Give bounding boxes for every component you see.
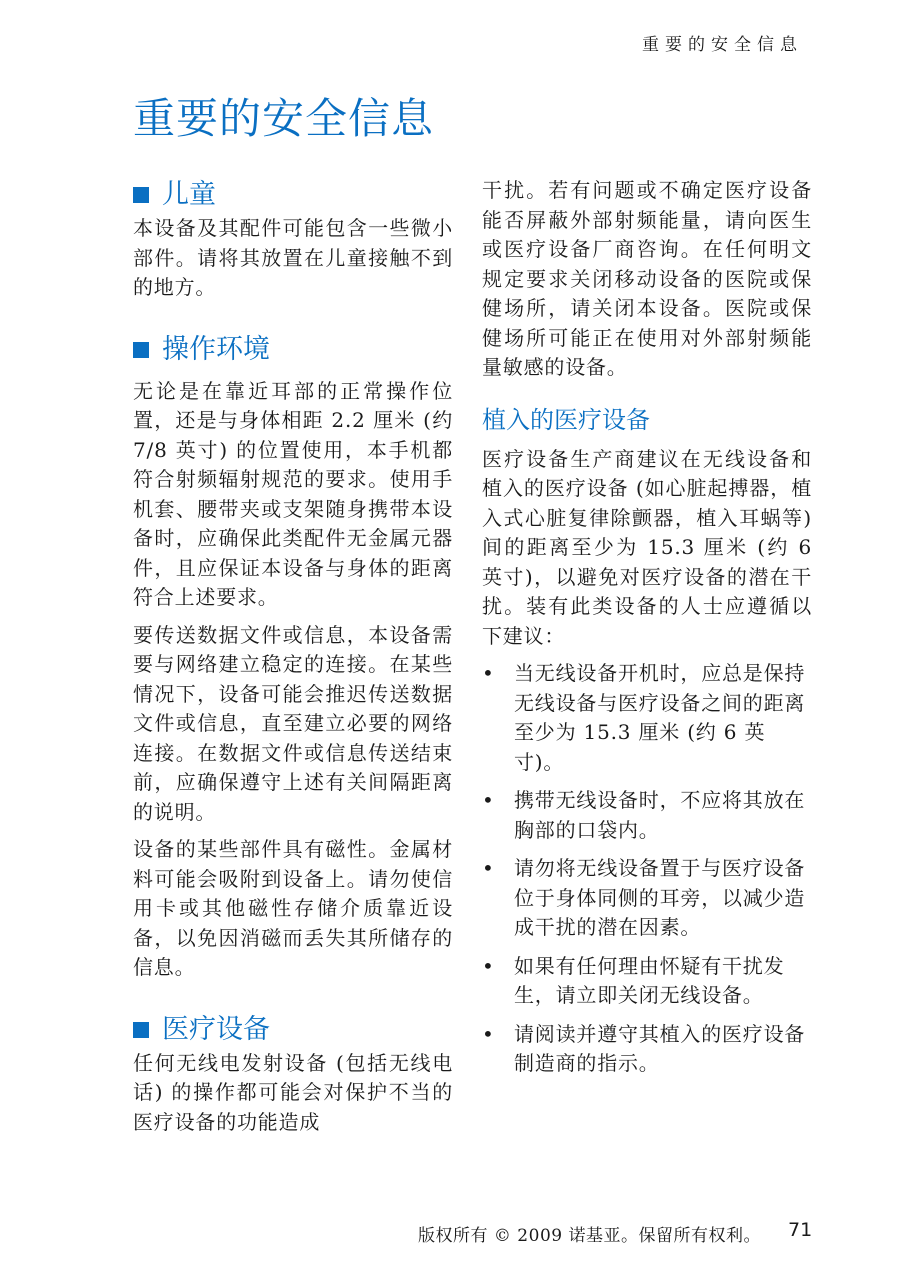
square-bullet-icon [133,342,149,358]
copyright-footer: 版权所有 © 2009 诺基亚。保留所有权利。 [418,1226,761,1246]
children-paragraph: 本设备及其配件可能包含一些微小部件。请将其放置在儿童接触不到的地方。 [133,216,453,299]
left-column [133,176,453,1137]
bullet-icon: • [482,788,495,812]
bullet-icon: • [482,856,495,880]
section-heading-label: 医疗设备 [162,1013,270,1045]
list-item: • 当无线设备开机时，应总是保持无线设备与医疗设备之间的距离至少为 15.3 厘米 (约 6 英寸)。 [482,661,806,774]
section-heading-label: 儿童 [162,179,216,210]
medical-paragraph: 任何无线电发射设备 (包括无线电话) 的操作都可能会对保护不当的医疗设备的功能造成 [133,1050,453,1134]
list-item: • 请阅读并遵守其植入的医疗设备制造商的指示。 [482,1021,806,1075]
page-title: 重要的安全信息 [133,94,435,143]
section-heading-label: 操作环境 [162,333,270,365]
list-item: • 携带无线设备时，不应将其放在胸部的口袋内。 [482,788,806,842]
bullet-icon: • [482,661,495,685]
section-heading-medical [133,1011,453,1049]
environment-paragraph-3: 设备的某些部件具有磁性。金属材料可能会吸附到设备上。请勿使信用卡或其他磁性存储介质靠近设备，以免因消磁而丢失其所储存的信息。 [133,837,453,979]
page-number: 71 [788,1219,813,1241]
bullet-icon: • [482,1021,495,1046]
environment-paragraph-1: 无论是在靠近耳部的正常操作位置，还是与身体相距 2.2 厘米 (约 7/8 英寸) 的位置使用，本手机都符合射频辐射规范的要求。使用手机套、腰带夹或支架随身携带本设备时，应确保此类配件无金属元器件，且应保证本设备与身体的距离符合上述要求。 [133,378,453,609]
subsection-heading-implant: 植入的医疗设备 [482,405,650,434]
bullet-icon: • [482,953,495,978]
right-column [482,176,812,1088]
square-bullet-icon [133,1022,149,1038]
list-item: • 如果有任何理由怀疑有干扰发生，请立即关闭无线设备。 [482,953,785,1007]
implant-paragraph: 医疗设备生产商建议在无线设备和植入的医疗设备 (如心脏起搏器，植入式心脏复律除颤器，植入耳蜗等) 间的距离至少为 15.3 厘米 (约 6 英寸)，以避免对医疗设备的潜在干扰。装有此类设备的人士应遵循以下建议： [482,446,812,648]
section-heading-environment [133,331,453,369]
implant-bullet-list [482,659,812,1079]
square-bullet-icon [133,187,149,203]
section-heading-children [133,176,453,214]
running-head: 重要的安全信息 [642,35,803,55]
list-item: • 请勿将无线设备置于与医疗设备位于身体同侧的耳旁，以减少造成干扰的潜在因素。 [482,856,806,939]
environment-paragraph-2: 要传送数据文件或信息，本设备需要与网络建立稳定的连接。在某些情况下，设备可能会推迟传送数据文件或信息，直至建立必要的网络连接。在数据文件或信息传送结束前，应确保遵守上述有关间隔距离的说明。 [133,622,453,824]
medical-paragraph-continued: 干扰。若有问题或不确定医疗设备能否屏蔽外部射频能量，请向医生或医疗设备厂商咨询。在任何明文规定要求关闭移动设备的医院或保健场所，请关闭本设备。医院或保健场所可能正在使用对外部射频能量敏感的设备。 [482,178,812,379]
